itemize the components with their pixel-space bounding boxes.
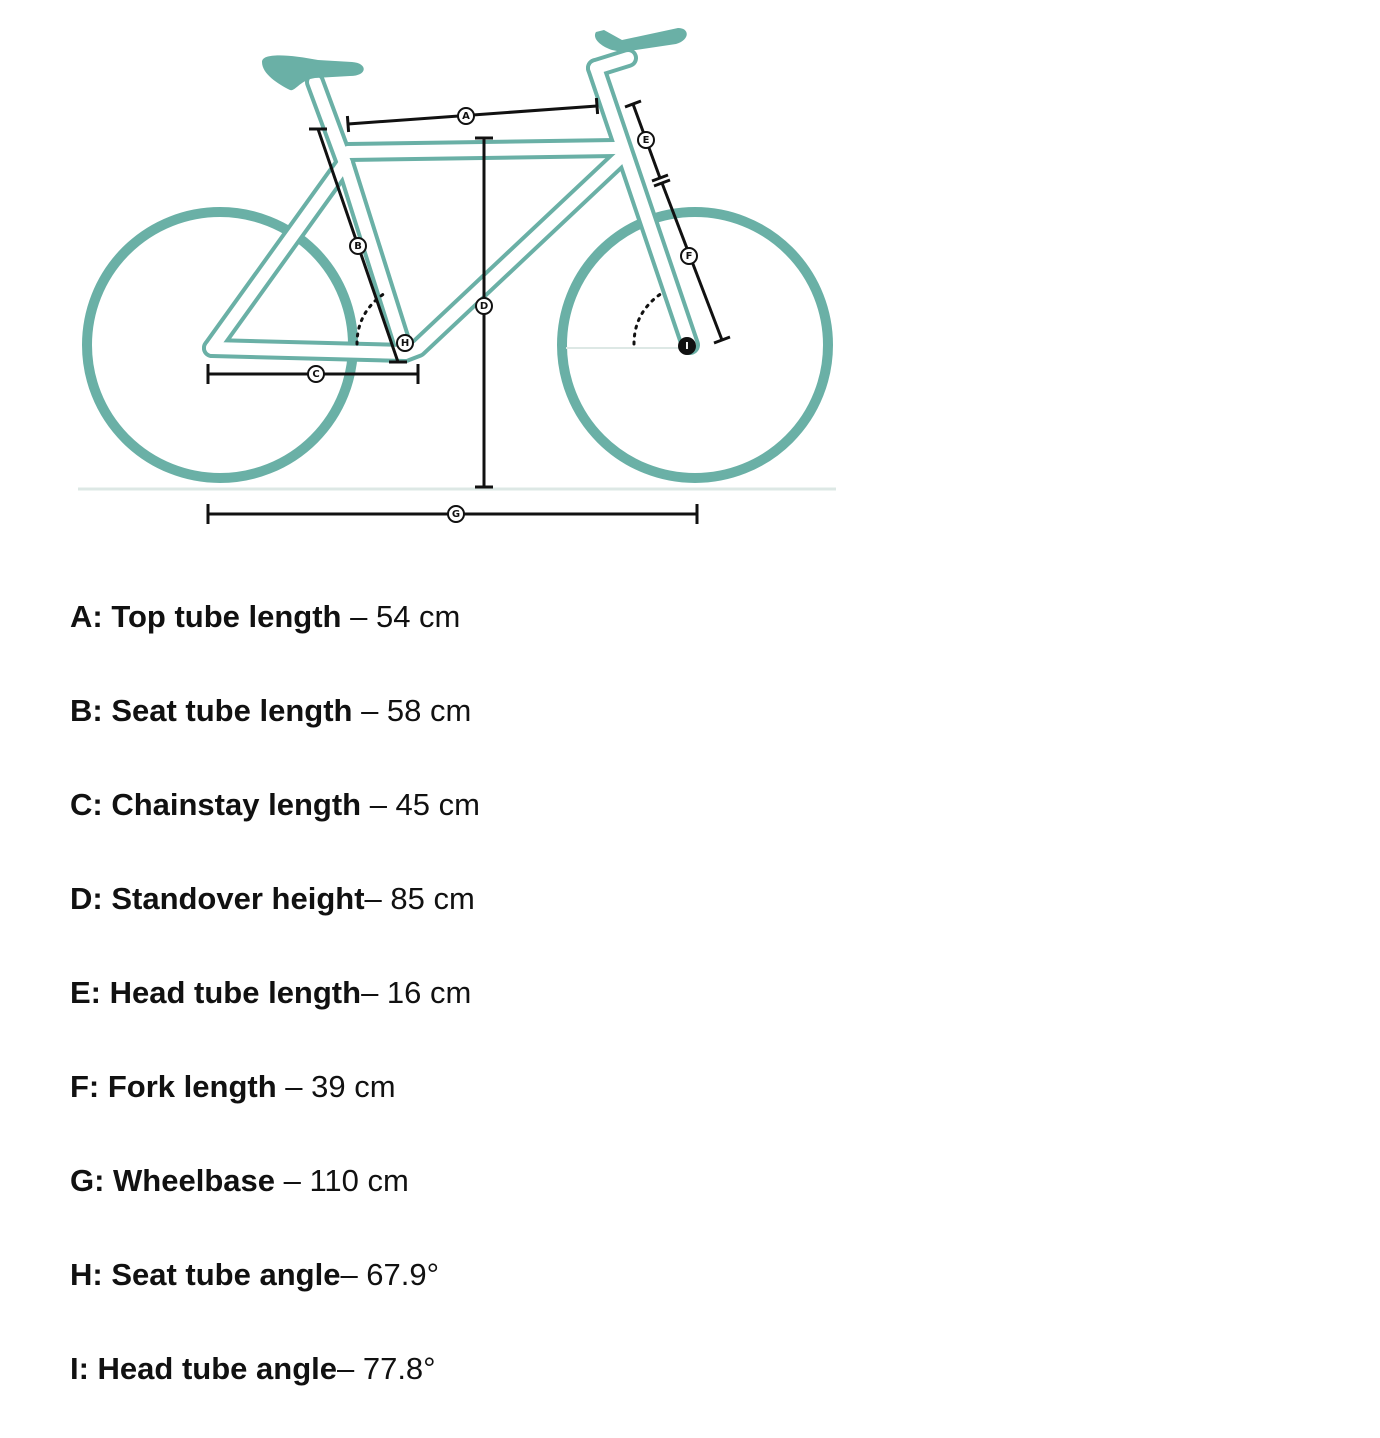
marker-letter: B (354, 241, 362, 252)
dimension-tick (596, 98, 597, 114)
marker-a (458, 108, 474, 124)
marker-letter: A (462, 111, 470, 122)
marker-h (397, 335, 413, 351)
spec-label: E: Head tube length (70, 975, 362, 1010)
bicycle-frame (212, 58, 690, 353)
spec-seat-tube-length (70, 686, 480, 780)
spec-label: A: Top tube length (70, 599, 342, 634)
spec-value: – 16 cm (361, 975, 472, 1010)
head-tube-angle-arc (634, 293, 662, 344)
marker-letter: I (685, 341, 689, 352)
marker-letter: F (685, 251, 693, 262)
spec-chainstay-length (70, 780, 480, 874)
spec-label: D: Standover height (70, 881, 365, 916)
spec-standover-height (70, 874, 480, 968)
spec-label: H: Seat tube angle (70, 1257, 341, 1292)
marker-e (638, 132, 654, 148)
spec-head-tube-angle (70, 1344, 480, 1438)
marker-b (350, 238, 366, 254)
marker-i (678, 337, 696, 355)
marker-d (476, 298, 492, 314)
spec-fork-length (70, 1062, 480, 1156)
spec-wheelbase (70, 1156, 480, 1250)
spec-value: – 58 cm (352, 693, 472, 728)
spec-label: F: Fork length (70, 1069, 277, 1104)
marker-c (308, 366, 324, 382)
spec-value: – 45 cm (361, 787, 480, 822)
spec-top-tube-length (70, 592, 480, 686)
marker-letter: E (642, 135, 650, 146)
spec-head-tube-length (70, 968, 480, 1062)
spec-value: – 77.8° (336, 1351, 436, 1386)
spec-label: C: Chainstay length (70, 787, 362, 822)
spec-value: – 85 cm (364, 881, 475, 916)
bicycle-geometry-diagram (0, 0, 900, 560)
marker-letter: C (312, 369, 320, 380)
spec-value: – 67.9° (340, 1257, 440, 1292)
geometry-spec-list (70, 592, 480, 1438)
handlebar (595, 28, 687, 52)
dimension-tick (347, 116, 348, 132)
spec-value: – 54 cm (341, 599, 461, 634)
marker-f (681, 248, 697, 264)
marker-letter: H (400, 338, 410, 349)
spec-value: – 39 cm (276, 1069, 396, 1104)
spec-seat-tube-angle (70, 1250, 480, 1344)
spec-value: – 110 cm (275, 1163, 409, 1198)
marker-letter: D (479, 301, 489, 312)
spec-label: B: Seat tube length (70, 693, 353, 728)
marker-letter: G (451, 509, 461, 520)
spec-label: G: Wheelbase (70, 1163, 275, 1198)
spec-label: I: Head tube angle (70, 1351, 337, 1386)
marker-g (448, 506, 464, 522)
